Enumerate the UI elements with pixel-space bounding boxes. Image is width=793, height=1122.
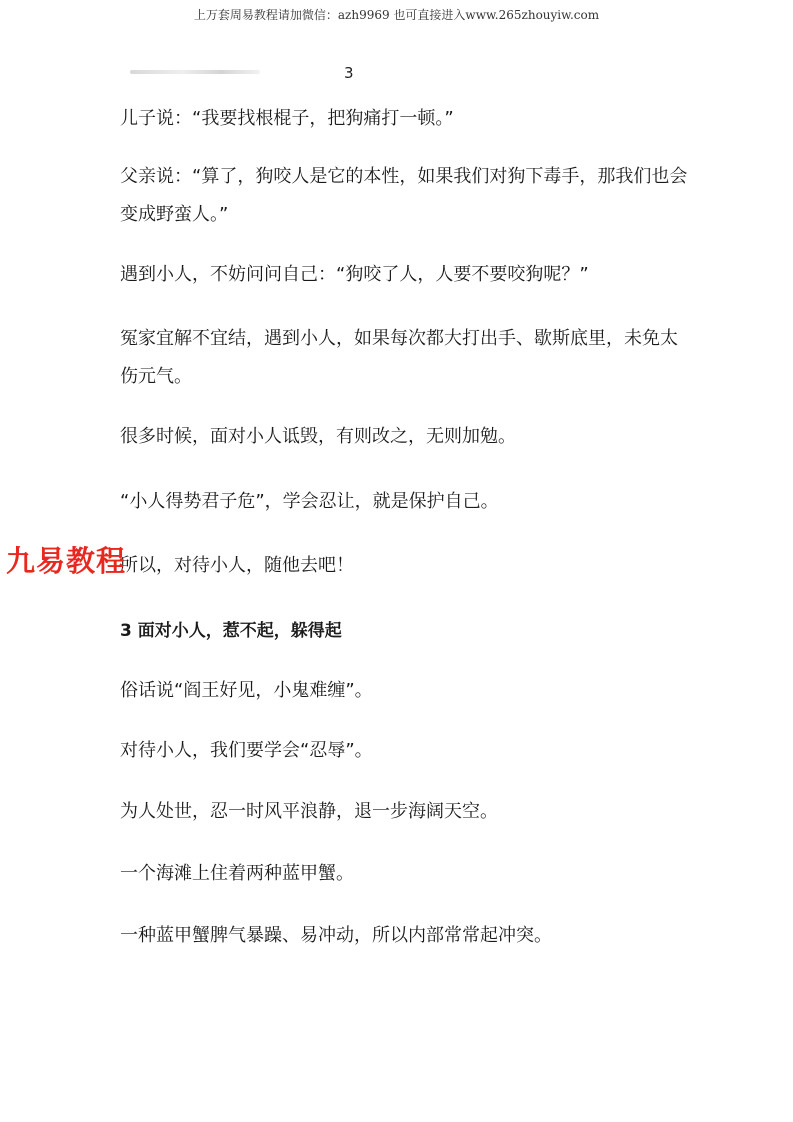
watermark-logo: 九易教程 (6, 544, 127, 578)
paragraph-8: 俗话说“阎王好见，小鬼难缠”。 (120, 680, 373, 701)
section-heading: 3 面对小人，惹不起，躲得起 (120, 621, 342, 641)
paragraph-2: 父亲说：“算了，狗咬人是它的本性，如果我们对狗下毒手，那我们也会变成野蛮人。” (120, 166, 688, 225)
paragraph-4: 冤家宜解不宜结，遇到小人，如果每次都大打出手、歇斯底里，未免太伤元气。 (120, 328, 678, 387)
page-header-note: 上万套周易教程请加微信：azh9969 也可直接进入www.265zhouyiw.com (193, 8, 600, 22)
paragraph-12: 一种蓝甲蟹脾气暴躁、易冲动，所以内部常常起冲突。 (120, 925, 552, 946)
cut-off-text-char: 3 (344, 64, 354, 82)
paragraph-9: 对待小人，我们要学会“忍辱”。 (120, 740, 373, 761)
cut-off-line-fragment (118, 64, 358, 80)
paragraph-10: 为人处世，忍一时风平浪静，退一步海阔天空。 (120, 801, 498, 822)
paragraph-1: 儿子说：“我要找根棍子，把狗痛打一顿。” (120, 108, 454, 129)
paragraph-5: 很多时候，面对小人诋毁，有则改之，无则加勉。 (120, 426, 516, 447)
paragraph-11: 一个海滩上住着两种蓝甲蟹。 (120, 863, 354, 884)
paragraph-3: 遇到小人，不妨问问自己：“狗咬了人，人要不要咬狗呢？” (120, 264, 589, 285)
paragraph-7: 所以，对待小人，随他去吧！ (120, 555, 354, 576)
cut-off-text-blur (130, 70, 260, 74)
paragraph-6: “小人得势君子危”，学会忍让，就是保护自己。 (120, 491, 499, 512)
